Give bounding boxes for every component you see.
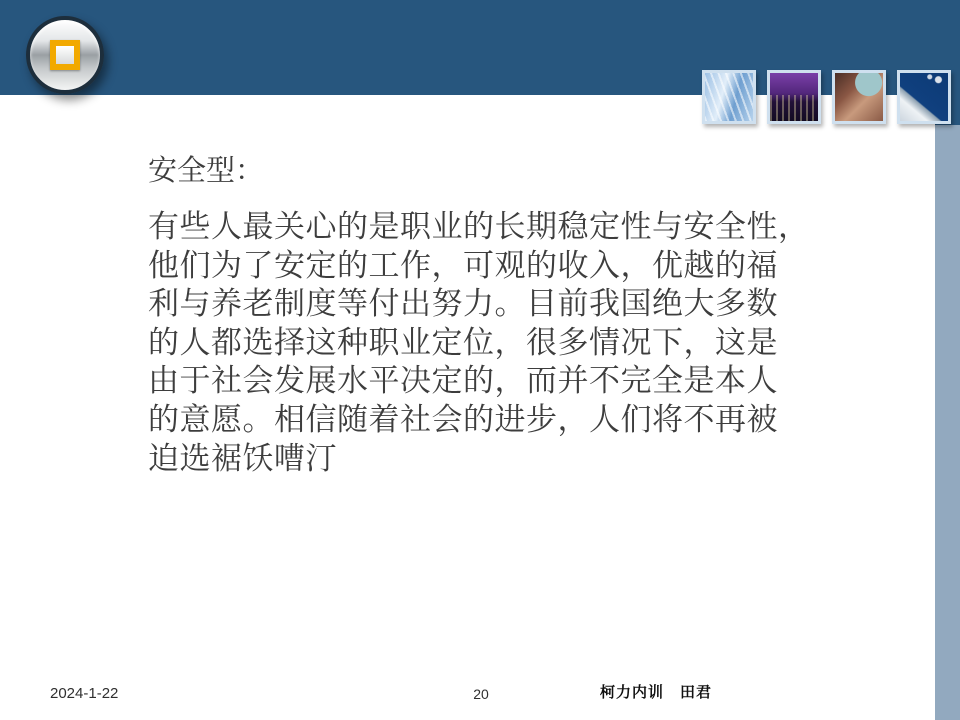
night-skyline-photo [767, 70, 821, 124]
glass-building-photo [702, 70, 756, 124]
body-line: 的意愿。相信随着社会的进步，人们将不再被 [148, 401, 778, 438]
body-line: 迫选裾饫嘈汀 [148, 440, 337, 477]
body-line: 的人都选择这种职业定位，很多情况下，这是 [148, 324, 778, 361]
logo-square-icon [50, 40, 80, 70]
footer-credit: 柯力内训 田君 [600, 684, 713, 701]
right-side-bar [935, 125, 960, 720]
orange-square-logo-icon [26, 16, 104, 94]
body-line: 由于社会发展水平决定的，而并不完全是本人 [148, 363, 778, 400]
body-line: 他们为了安定的工作，可观的收入，优越的福 [148, 247, 778, 284]
body-line: 有些人最关心的是职业的长期稳定性与安全性， [148, 209, 810, 245]
footer-page-number: 20 [473, 686, 489, 702]
body-line: 利与养老制度等付出努力。目前我国绝大多数 [148, 286, 778, 323]
slide-title: 安全型： [148, 153, 265, 187]
person-on-phone-photo [832, 70, 886, 124]
footer-date: 2024-1-22 [50, 685, 119, 702]
slide-body [148, 208, 810, 478]
skyscraper-photo [897, 70, 951, 124]
